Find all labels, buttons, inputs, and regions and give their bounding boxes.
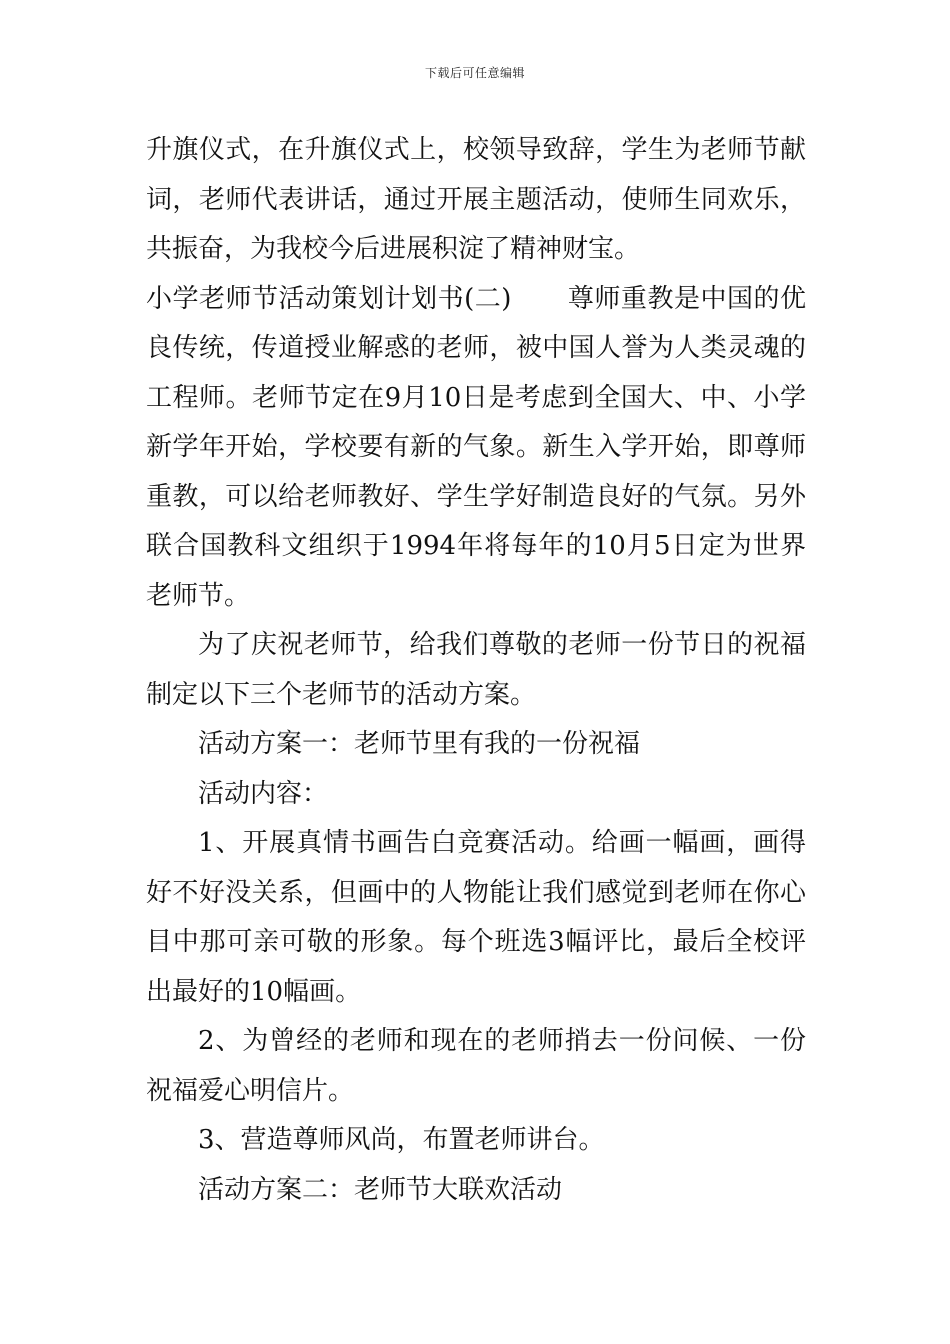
activity-content-label: 活动内容： [198,778,329,809]
plan-two-heading: 活动方案二：老师节大联欢活动 [198,1174,563,1205]
document-body [146,126,806,1215]
paragraph-plan-two-intro [146,275,806,622]
paragraph-purpose: 为了庆祝老师节，给我们尊敬的老师一份节日的祝福制定以下三个老师节的活动方案。 [146,630,806,710]
paragraph-flag-ceremony: 升旗仪式，在升旗仪式上，校领导致辞，学生为老师节献词，老师代表讲话，通过开展主题活动，使师生同欢乐，共振奋，为我校今后进展积淀了精神财宝。 [146,135,806,264]
section-title: 小学老师节活动策划计划书(二) [146,283,512,314]
activity-item-1: 1、开展真情书画告白竞赛活动。给画一幅画，画得好不好没关系，但画中的人物能让我们感觉到老师在你心目中那可亲可敬的形象。每个班选3幅评比，最后全校评出最好的10幅画。 [146,828,806,1007]
page-header: 下载后可任意编辑 [424,66,525,80]
section-body: 尊师重教是中国的优良传统，传道授业解惑的老师，被中国人誉为人类灵魂的工程师。老师节定在9月10日是考虑到全国大、中、小学新学年开始，学校要有新的气象。新生入学开始，即尊师重教，可以给老师教好、学生学好制造良好的气氛。另外联合国教科文组织于1994年将每年的10月5日定为世界老师节。 [146,283,806,611]
activity-item-3: 3、营造尊师风尚，布置老师讲台。 [198,1125,605,1155]
activity-item-2: 2、为曾经的老师和现在的老师捎去一份问候、一份祝福爱心明信片。 [146,1026,806,1106]
plan-one-heading: 活动方案一：老师节里有我的一份祝福 [198,729,641,759]
